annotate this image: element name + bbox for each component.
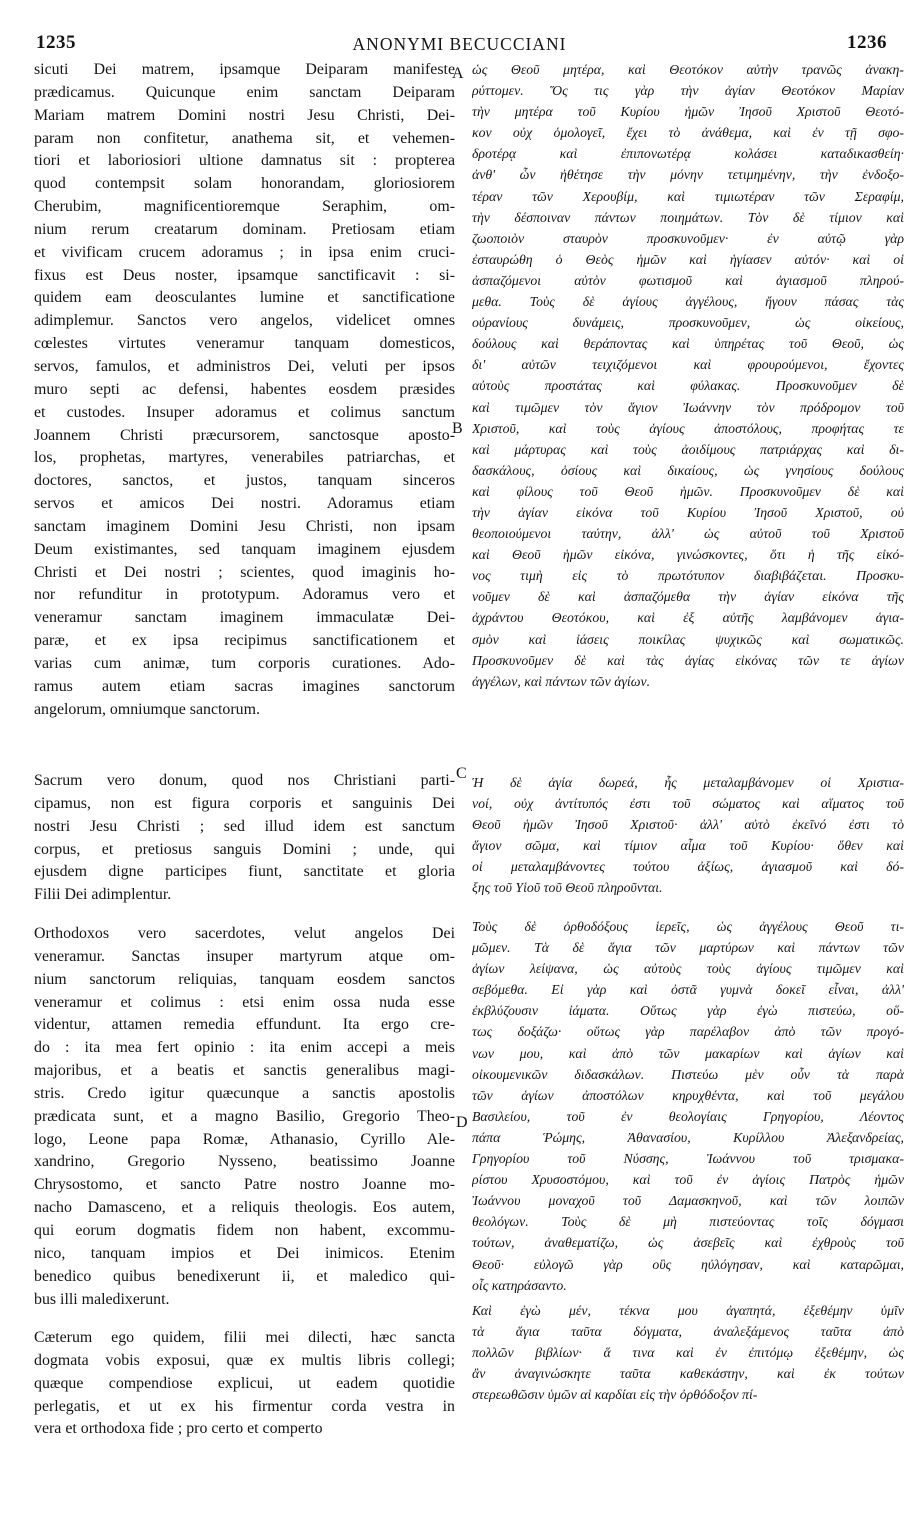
greek-line: τέραν τῶν Χερουβίμ, καὶ τιμιωτέραν τῶν Σεραφίμ, — [472, 188, 904, 204]
greek-line: πάπα Ῥώμης, Ἀθανασίου, Κυρίλλου Ἀλεξανδρείας, — [472, 1129, 904, 1145]
greek-line: νων μου, καὶ ἀπὸ τῶν μακαρίων καὶ ἁγίων καὶ — [472, 1045, 904, 1061]
latin-line: param non confitetur, anathema sit, et vehemen- — [34, 129, 455, 147]
greek-line: Ἰωάννου μοναχοῦ τοῦ Δαμασκηνοῦ, καὶ τῶν λοιπῶν — [472, 1193, 904, 1209]
latin-line: veneramur. Sanctas insuper martyrum atque om- — [34, 947, 455, 965]
greek-line: ὡς Θεοῦ μητέρα, καὶ Θεοτόκον αὐτὴν τρανῶς ἀνακη- — [472, 62, 904, 77]
latin-line: nor refunditur in prototypum. Adoramus vero et — [34, 586, 455, 604]
latin-line: Filii Dei adimplentur. — [34, 886, 172, 904]
latin-line: Orthodoxos vero sacerdotes, velut angelos Dei — [34, 925, 455, 942]
latin-line: veneramur sanctam imaginem immaculatæ Dei- — [34, 609, 455, 627]
margin-marker-c: C — [456, 765, 467, 782]
greek-line: οὐρανίους δυνάμεις, προσκυνοῦμεν, ὡς οἰκείους, — [472, 315, 904, 331]
latin-paragraph — [34, 59, 455, 721]
latin-line: servos, famulos, et administros Dei, veluti per ipsos — [34, 357, 455, 375]
greek-line: νοῦμεν δὲ καὶ ἀσπαζόμεθα τὴν ἁγίαν εἰκόνα τῆς — [472, 589, 904, 605]
latin-line: ramus autem etiam sacras imagines sanctorum — [34, 677, 455, 695]
greek-paragraph — [472, 59, 904, 692]
latin-line: logo, Leone papa Romæ, Athanasio, Cyrillo Ale- — [34, 1130, 455, 1148]
greek-line: ἅγιον σῶμα, καὶ τίμιον αἷμα τοῦ Κυρίου· ὅθεν καὶ — [472, 838, 904, 854]
latin-paragraph — [34, 923, 455, 1311]
latin-line: do : ita mea fert opinio : ita enim accepi a meis — [34, 1039, 455, 1057]
latin-line: benedico quibus benedixerunt ii, et maledico qui- — [34, 1267, 455, 1285]
greek-line: ἐκβλύζουσιν ἰάματα. Οὕτως γὰρ ἐγὼ πιστεύω, οὕ- — [472, 1003, 904, 1019]
greek-line: τῶν ἁγίων ἀποστόλων κηρυχθέντα, καὶ τοῦ μεγάλου — [472, 1087, 904, 1103]
latin-line: nium sanctorum reliquias, tanquam eosdem sanctos — [34, 970, 455, 988]
latin-line: et vivificam crucem adoramus ; in ipsa enim cruci- — [34, 243, 455, 261]
greek-line: τὴν ἁγίαν εἰκόνα τοῦ Κυρίου Ἰησοῦ Χριστοῦ, οὐ — [472, 504, 904, 520]
latin-line: Christi et Dei nostri ; scientes, quod imaginis ho- — [34, 563, 455, 581]
greek-line: Καὶ ἐγὼ μέν, τέκνα μου ἀγαπητά, ἐξεθέμην ὑμῖν — [472, 1303, 904, 1318]
greek-line: ἀχράντου Θεοτόκου, καὶ ἐξ αὐτῆς λαμβάνομεν ἁγια- — [472, 610, 904, 626]
greek-line: καὶ φίλους τοῦ Θεοῦ ἡμῶν. Προσκυνοῦμεν δὲ καὶ — [472, 483, 904, 499]
latin-line: ejusdem digne participes fiunt, sanctitate et gloria — [34, 863, 455, 881]
latin-line: sicuti Dei matrem, ipsamque Deiparam manifeste — [34, 61, 455, 78]
page-number-left: 1235 — [36, 32, 76, 53]
latin-line: doctores, sanctos, et justos, tanquam sinceros — [34, 472, 455, 490]
greek-line: Προσκυνοῦμεν δὲ καὶ τὰς ἁγίας εἰκόνας τῶν τε ἁγίων — [472, 652, 904, 668]
greek-line: δροτέρᾳ καὶ ἐπιπονωτέρᾳ κολάσει καταδικασθείη· — [472, 146, 904, 162]
latin-line: quod contempsit solam honorandam, gloriosiorem — [34, 175, 455, 193]
latin-line: fixus est Deus noster, ipsamque sanctificavit : si- — [34, 266, 455, 284]
latin-line: Deum existimantes, sed tanquam imaginem ejusdem — [34, 540, 455, 558]
latin-line: dogmata vobis exposui, quæ ex multis libris collegi; — [34, 1351, 455, 1369]
greek-line: καὶ μάρτυρας καὶ τοὺς ἀοιδίμους πατριάρχας καὶ δι- — [472, 441, 904, 457]
greek-line: καὶ Θεοῦ ἡμῶν εἰκόνα, γινώσκοντες, ὅτι ἡ τῆς εἰκό- — [472, 547, 904, 563]
latin-line: qui eorum dogmatis fidem non habent, excommu- — [34, 1221, 455, 1239]
running-title: ANONYMI BECUCCIANI — [352, 34, 567, 54]
latin-line: vera et orthodoxa fide ; pro certo et comperto — [34, 1420, 323, 1438]
latin-line: Mariam matrem Domini nostri Jesu Christi, Dei- — [34, 106, 455, 124]
latin-line: servos et amicos Dei nostri. Adoramus etiam — [34, 495, 455, 513]
greek-line: ἐσταυρώθη ὁ Θεὸς ἡμῶν καὶ ἡγίασεν αὐτόν· καὶ οἱ — [472, 251, 904, 267]
margin-marker-d: D — [456, 1114, 468, 1131]
greek-line: θεολόγων. Τοὺς δὲ μὴ πιστεύοντας τοῖς δόγμασι — [472, 1214, 904, 1230]
latin-line: cipamus, non est figura corporis et sanguinis Dei — [34, 794, 455, 812]
greek-line: Θεοῦ· εὐλογῶ γὰρ οὓς ηὐλόγησαν, καὶ καταρῶμαι, — [472, 1256, 904, 1272]
latin-line: muro septi ac defensi, habentes eosdem præsides — [34, 380, 455, 398]
greek-line: ἀνθ' ὧν ἠθέτησε τὴν μόνην τετιμημένην, τὴν ἐνδοξο- — [472, 167, 904, 183]
greek-line: τως δοξάζω· οὕτως γὰρ παρέλαβον ἀπὸ τῶν προγό- — [472, 1024, 904, 1040]
greek-line: θεοποιούμενοι ταύτην, ἀλλ' ὡς αὐτοῦ τοῦ Χριστοῦ — [472, 526, 904, 542]
latin-line: corpus, et pretiosus sanguis Domini ; unde, qui — [34, 840, 455, 858]
latin-line: Joannem Christi præcursorem, sanctosque aposto- — [34, 426, 455, 444]
latin-line: xandrino, Gregorio Nysseno, beatissimo Joanne — [34, 1153, 455, 1171]
margin-marker-b: B — [452, 420, 463, 437]
greek-line: σμὸν καὶ ἰάσεις ποικίλας ψυχικῶς καὶ σωματικῶς. — [472, 631, 904, 647]
latin-line: et custodes. Insuper adoramus et colimus sanctum — [34, 403, 455, 421]
greek-line: σεβόμεθα. Εἰ γὰρ καὶ ὀστᾶ γυμνὰ δοκεῖ εἶναι, ἀλλ' — [472, 982, 904, 998]
latin-line: nium rerum creatarum dominam. Pretiosam etiam — [34, 220, 455, 238]
greek-line: μῶμεν. Τὰ δὲ ἅγια τῶν μαρτύρων καὶ πάντων τῶν — [472, 940, 904, 956]
greek-line: τούτων, ἀναθεματίζω, ὡς ἀσεβεῖς καὶ ἐχθροὺς τοῦ — [472, 1235, 904, 1251]
greek-line: Τοὺς δὲ ὀρθοδόξους ἱερεῖς, ὡς ἀγγέλους Θεοῦ τι- — [472, 919, 904, 934]
greek-line: οἷς κατηράσαντο. — [472, 1277, 567, 1293]
greek-line: Ἡ δὲ ἁγία δωρεά, ἧς μεταλαμβάνομεν οἱ Χριστια- — [472, 775, 904, 790]
greek-line: ρύττομεν. Ὅς τις γὰρ τὴν ἁγίαν Θεοτόκον Μαρίαν — [472, 83, 904, 99]
greek-line: ρίστου Χρυσοστόμου, καὶ τοῦ ἐν ἁγίοις Πατρὸς ἡμῶν — [472, 1172, 904, 1188]
latin-line: prædicata sunt, et a magno Basilio, Gregorio Theo- — [34, 1107, 455, 1125]
greek-line: αὐτοὺς προστάτας καὶ φύλακας. Προσκυνοῦμεν δὲ — [472, 378, 904, 394]
greek-line: ἀσπαζόμενοι αὐτὸν φωτισμοῦ καὶ ἁγιασμοῦ πληρού- — [472, 272, 904, 288]
latin-line: majoribus, et a beatis et sanctis generalibus magi- — [34, 1062, 455, 1080]
latin-line: paræ, et ex ipsa recipimus sanctificationem et — [34, 632, 455, 650]
greek-line: τὰ ἅγια ταῦτα δόγματα, ἀναλεξάμενος ταῦτα ἀπὸ — [472, 1324, 904, 1340]
latin-line: Cæterum ego quidem, filii mei dilecti, hæc sancta — [34, 1329, 455, 1346]
greek-line: ζωοποιὸν σταυρὸν προσκυνοῦμεν· ἐν αὐτῷ γὰρ — [472, 230, 904, 246]
greek-line: Χριστοῦ, καὶ τοὺς ἁγίους ἀποστόλους, προφήτας τε — [472, 420, 904, 436]
latin-line: tiori et laboriosiori ultione damnatus sit : propterea — [34, 152, 455, 170]
latin-line: prædicamus. Quicunque enim sanctam Deiparam — [34, 83, 455, 101]
latin-line: quidem eam deosculantes lumine et sanctificatione — [34, 289, 455, 307]
latin-line: Sacrum vero donum, quod nos Christiani parti- — [34, 772, 455, 789]
latin-line: perlegatis, et ut ex his firmentur corda vestra in — [34, 1397, 455, 1415]
greek-line: Θεοῦ ἡμῶν Ἰησοῦ Χριστοῦ· ἀλλ' αὐτὸ ἐκεῖνό ἐστι τὸ — [472, 817, 904, 833]
greek-line: οἱ μεταλαμβάνοντες τούτου ἀξίως, ἁγιασμοῦ καὶ δό- — [472, 859, 904, 875]
greek-line: ἂν ἀναγινώσκητε ταῦτα καθεκάστην, καὶ ἐκ τούτων — [472, 1366, 904, 1382]
greek-line: καὶ τιμῶμεν τὸν ἅγιον Ἰωάννην τὸν πρόδρομον τοῦ — [472, 399, 904, 415]
latin-line: veneramur et colimus : etsi enim ossa nuda esse — [34, 993, 455, 1011]
latin-line: bus illi maledixerunt. — [34, 1290, 170, 1308]
latin-paragraph — [34, 1327, 455, 1441]
latin-line: los, prophetas, martyres, venerabiles patriarchas, et — [34, 449, 455, 467]
greek-line: ξης τοῦ Υἱοῦ τοῦ Θεοῦ πληροῦνται. — [472, 880, 663, 896]
greek-line: δασκάλους, ὁσίους καὶ δικαίους, ὡς γνησίους δούλους — [472, 462, 904, 478]
latin-line: videntur, attamen remedia effundunt. Ita ergo cre- — [34, 1016, 455, 1034]
greek-line: Γρηγορίου τοῦ Νύσσης, Ἰωάννου τοῦ τρισμακα- — [472, 1151, 904, 1167]
greek-line: ἀγγέλων, καὶ πάντων τῶν ἁγίων. — [472, 673, 651, 689]
greek-line: οἰκουμενικῶν διδασκάλων. Πιστεύω μὲν οὖν τὰ παρὰ — [472, 1066, 904, 1082]
greek-line: νοί, οὐχ ἀντίτυπός ἐστι τοῦ σώματος καὶ αἵματος τοῦ — [472, 796, 904, 812]
latin-line: varias cum animæ, tum corporis curationes. Ado- — [34, 654, 455, 672]
greek-line: τὴν μητέρα τοῦ Κυρίου ἡμῶν Ἰησοῦ Χριστοῦ Θεοτό- — [472, 104, 904, 120]
latin-line: cœlestes virtutes veneramur tanquam domesticos, — [34, 335, 455, 353]
latin-line: nico, tanquam impios et Dei inimicos. Etenim — [34, 1244, 455, 1262]
margin-marker-a: A — [452, 65, 464, 82]
greek-line: δούλους καὶ θεράποντας καὶ ὑπηρέτας τοῦ Θεοῦ, ὡς — [472, 336, 904, 352]
greek-line: στερεωθῶσιν ὑμῶν αἱ καρδίαι εἰς τὴν ὀρθόδοξον πί- — [472, 1387, 758, 1403]
latin-line: angelorum, omniumque sanctorum. — [34, 700, 260, 718]
greek-line: πολλῶν βιβλίων· ἅ τινα καὶ ἐν ἐπιτόμῳ ἐξεθέμην, ὡς — [472, 1345, 904, 1361]
greek-paragraph — [472, 916, 904, 1296]
greek-paragraph — [472, 1300, 904, 1405]
page-header — [26, 28, 893, 58]
latin-line: nostri Jesu Christi ; sed illud idem est sanctum — [34, 817, 455, 835]
latin-line: sanctam imaginem Domini Jesu Christi, non ipsam — [34, 517, 455, 535]
latin-paragraph — [34, 770, 455, 907]
greek-line: ἁγίων λείψανα, ὡς αὐτοὺς τοὺς ἁγίους τιμῶμεν καὶ — [472, 961, 904, 977]
greek-line: νος τιμὴ εἰς τὸ πρωτότυπον διαβιβάζεται. Προσκυ- — [472, 568, 904, 584]
latin-line: Chrysostomo, et sancto Patre nostro Joanne mo- — [34, 1176, 455, 1194]
latin-line: stris. Credo igitur quæcunque a sanctis apostolis — [34, 1084, 455, 1102]
greek-line: μεθα. Τοὺς δὲ ἁγίους ἀγγέλους, ἤγουν πάσας τὰς — [472, 294, 904, 310]
greek-line: κον οὐχ ὁμολογεῖ, ἔχει τὸ ἀνάθεμα, καὶ ἐν τῇ σφο- — [472, 125, 904, 141]
greek-line: Βασιλείου, τοῦ ἐν θεολογίαις Γρηγορίου, Λέοντος — [472, 1108, 904, 1124]
latin-line: quæque compendiose explicui, ut eadem quotidie — [34, 1374, 455, 1392]
page-number-right: 1236 — [847, 32, 887, 53]
latin-line: adimplemur. Sanctos vero angelos, videlicet omnes — [34, 312, 455, 330]
latin-line: nacho Damasceno, et a reliquis theologis. Eos autem, — [34, 1199, 455, 1217]
latin-line: Cherubim, magnificentioremque Seraphim, om- — [34, 198, 455, 216]
greek-line: δι' αὐτῶν τειχιζόμενοι καὶ φρουρούμενοι, ἔχοντες — [472, 357, 904, 373]
greek-paragraph — [472, 772, 904, 899]
greek-line: τὴν δέσποιναν πάντων ποιημάτων. Τὸν δὲ τίμιον καὶ — [472, 209, 904, 225]
